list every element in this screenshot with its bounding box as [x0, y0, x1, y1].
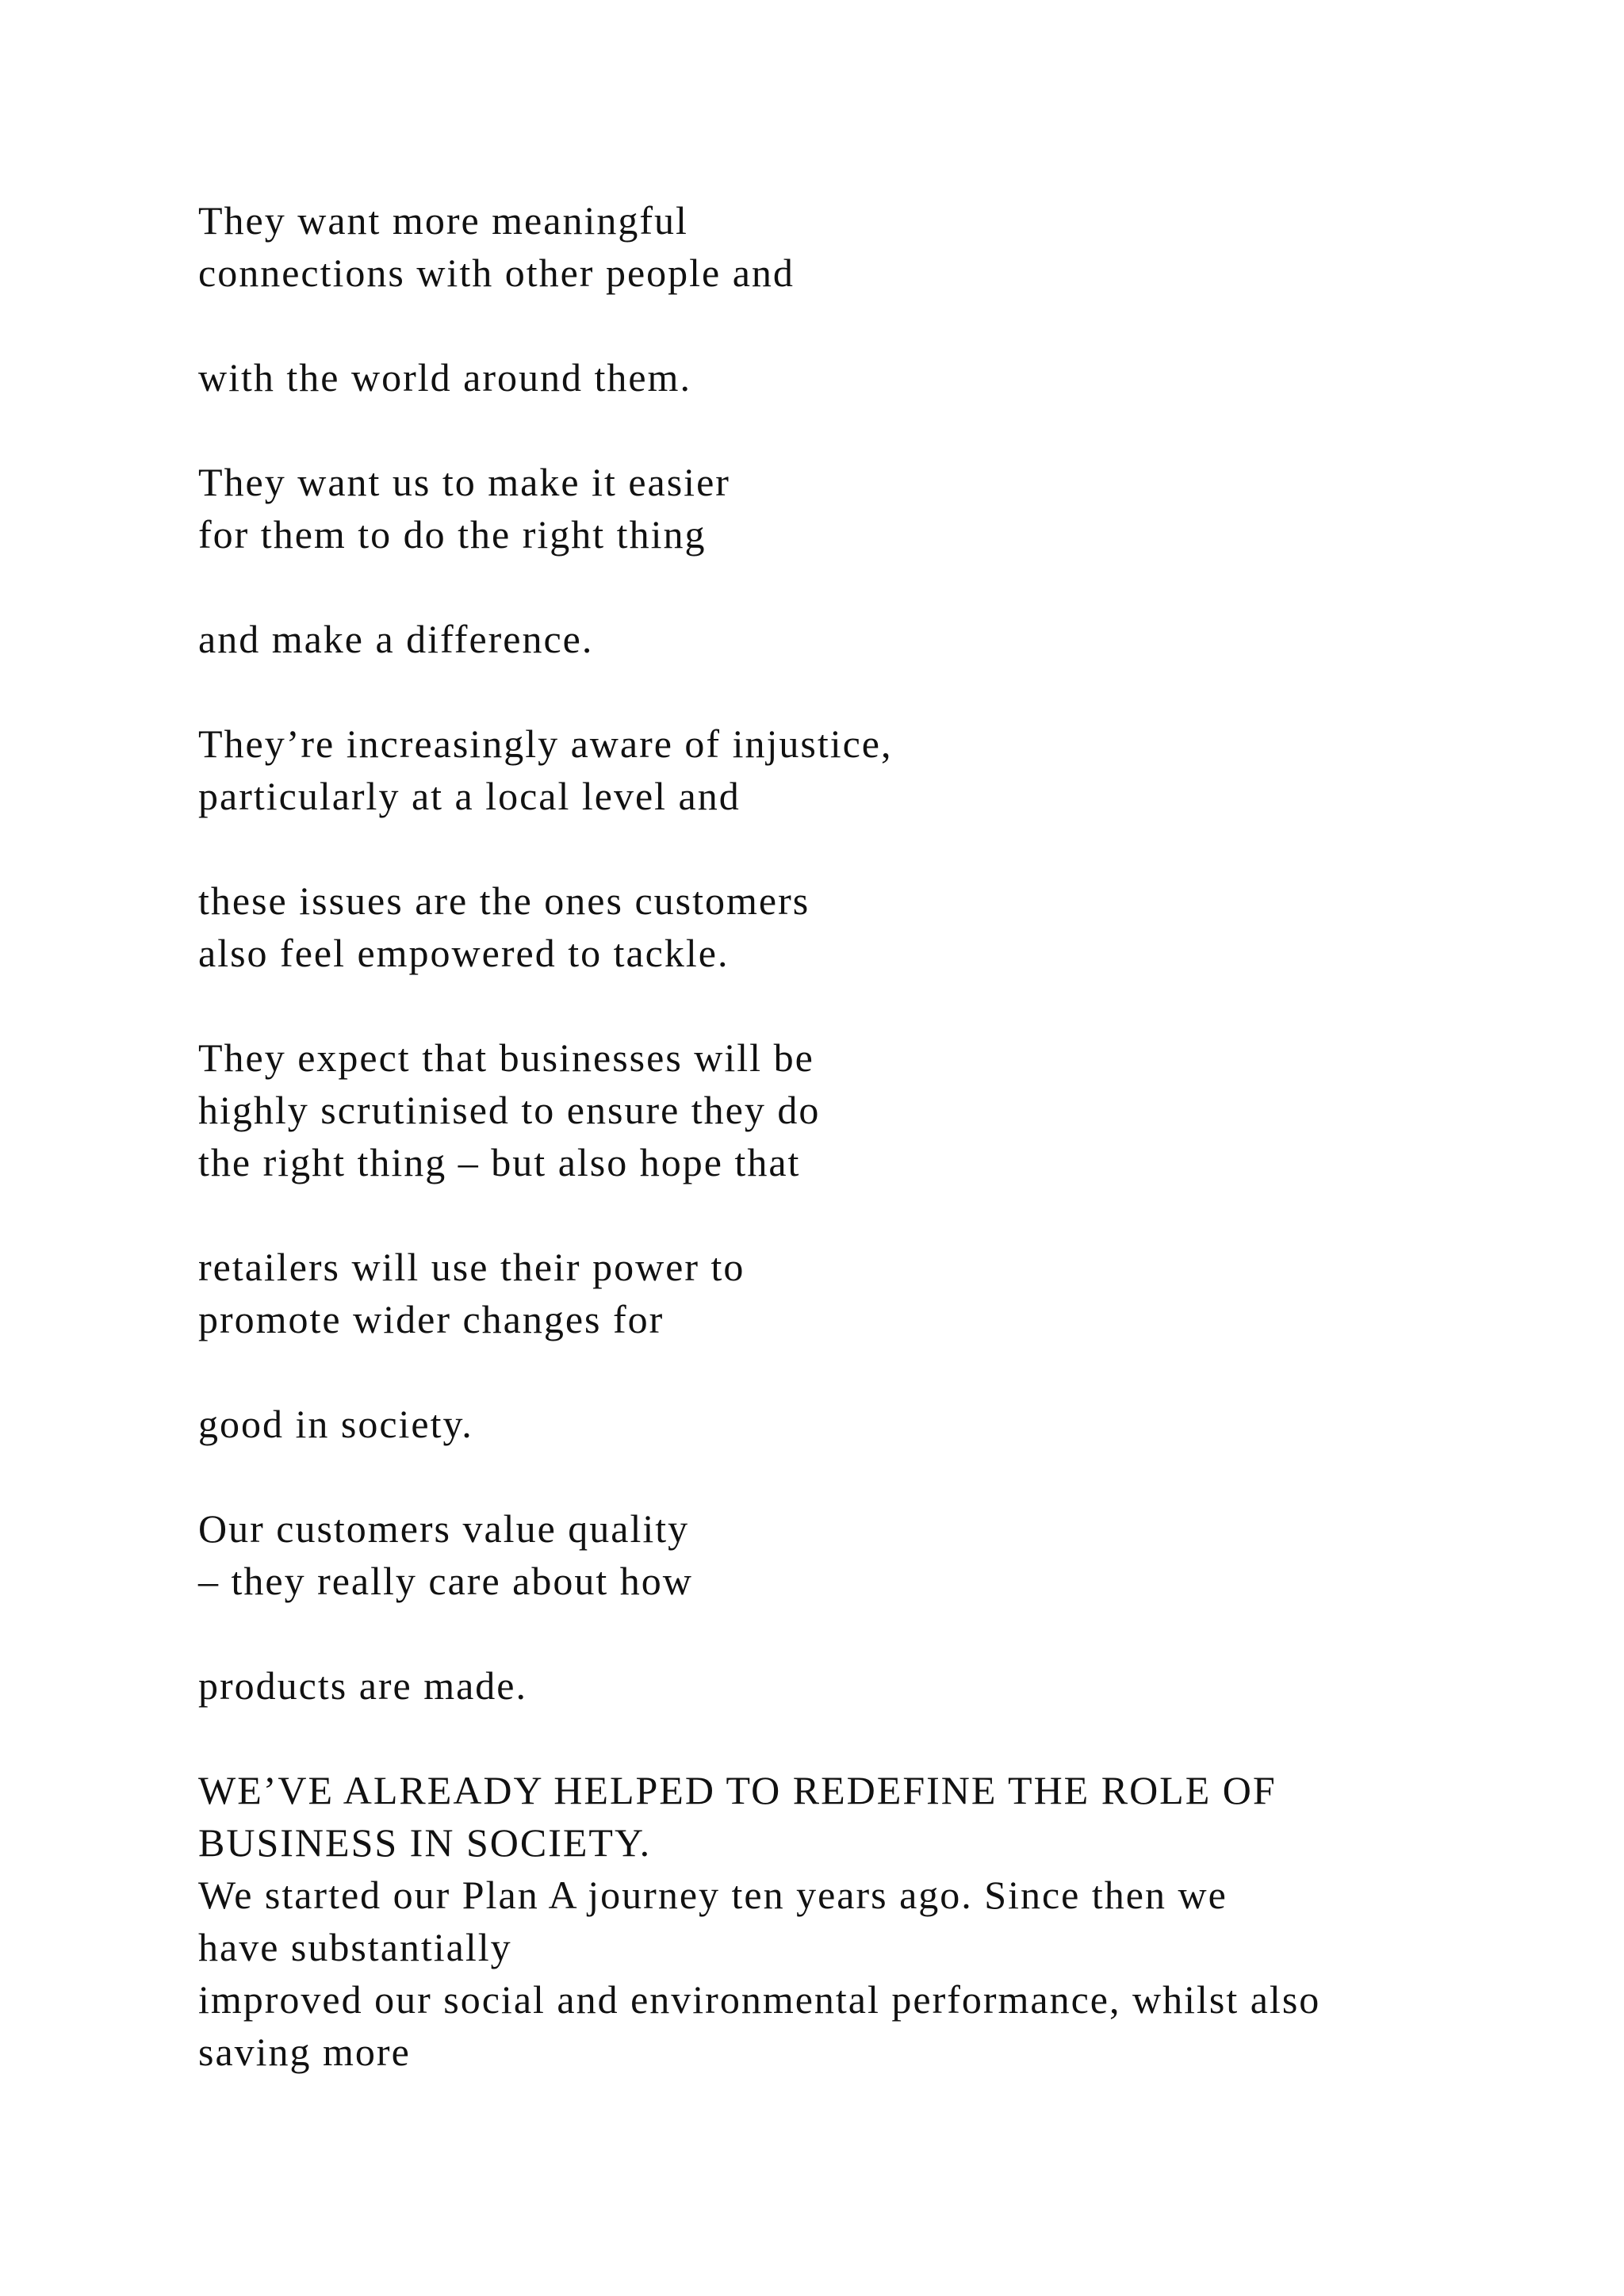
- text-line: Our customers value quality: [198, 1506, 690, 1551]
- text-line: They want us to make it easier: [198, 460, 730, 504]
- section-heading-line: WE’VE ALREADY HELPED TO REDEFINE THE ROLE OF: [198, 1768, 1277, 1812]
- text-line: also feel empowered to tackle.: [198, 931, 730, 975]
- section-heading-line: BUSINESS IN SOCIETY.: [198, 1820, 652, 1865]
- text-line: have substantially: [198, 1925, 512, 1969]
- text-line: We started our Plan A journey ten years ago. Since then we: [198, 1873, 1228, 1917]
- text-line: these issues are the ones customers: [198, 878, 810, 923]
- text-line: improved our social and environmental performance, whilst also: [198, 1977, 1321, 2022]
- text-line: the right thing – but also hope that: [198, 1140, 801, 1184]
- text-line: They expect that businesses will be: [198, 1035, 814, 1080]
- text-line: saving more: [198, 2030, 411, 2074]
- text-line: particularly at a local level and: [198, 774, 741, 818]
- text-line: promote wider changes for: [198, 1297, 665, 1341]
- text-line: for them to do the right thing: [198, 512, 707, 557]
- text-line: and make a difference.: [198, 617, 594, 661]
- text-line: with the world around them.: [198, 355, 691, 400]
- text-line: – they really care about how: [198, 1559, 693, 1603]
- text-line: products are made.: [198, 1663, 528, 1708]
- text-line: They’re increasingly aware of injustice,: [198, 721, 893, 766]
- text-line: highly scrutinised to ensure they do: [198, 1088, 821, 1132]
- text-line: good in society.: [198, 1402, 473, 1446]
- text-line: They want more meaningful: [198, 198, 688, 243]
- text-line: connections with other people and: [198, 251, 795, 295]
- text-line: retailers will use their power to: [198, 1245, 745, 1289]
